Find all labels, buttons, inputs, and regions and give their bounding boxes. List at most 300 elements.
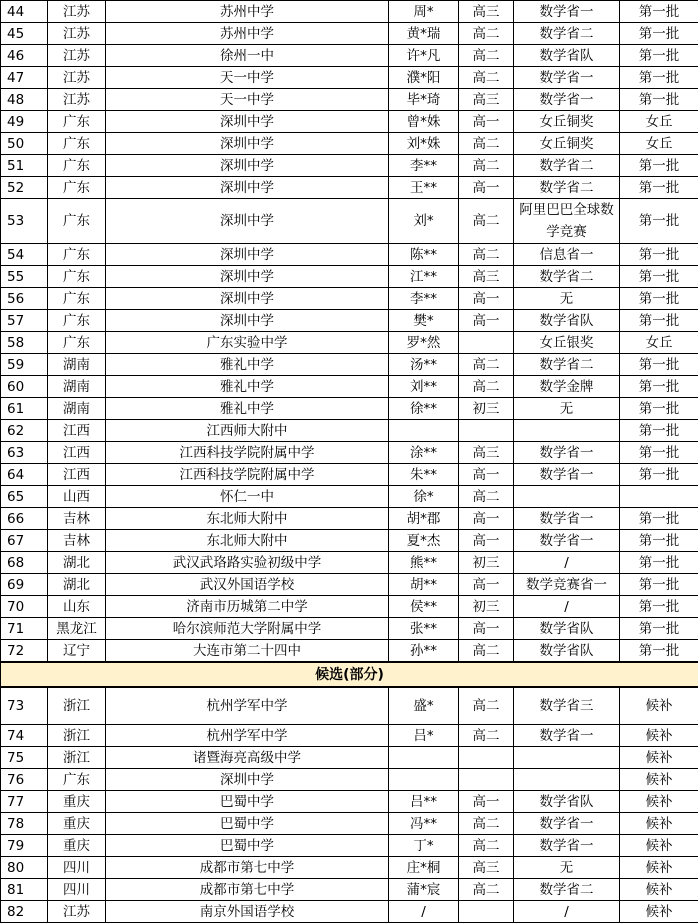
- school-name-cell: 南京外国语学校: [106, 901, 389, 923]
- row-number-cell: 75: [1, 747, 48, 769]
- award-cell: [514, 769, 620, 791]
- table-row: [1, 596, 698, 618]
- row-number-cell: 62: [1, 420, 48, 442]
- school-name-cell: 徐州一中: [106, 45, 389, 67]
- student-name-cell: /: [389, 901, 459, 923]
- grade-cell: 高一: [459, 791, 514, 813]
- province-cell: 广东: [48, 177, 106, 199]
- table-row: [1, 67, 698, 89]
- batch-cell: 候补: [620, 725, 698, 747]
- school-name-cell: 东北师大附中: [106, 508, 389, 530]
- student-name-cell: [389, 747, 459, 769]
- table-row: [1, 354, 698, 376]
- student-name-cell: 陈**: [389, 244, 459, 266]
- school-name-cell: 怀仁一中: [106, 486, 389, 508]
- province-cell: 江苏: [48, 89, 106, 111]
- row-number-cell: 63: [1, 442, 48, 464]
- row-number-cell: 67: [1, 530, 48, 552]
- table-row: [1, 177, 698, 199]
- row-number-cell: 60: [1, 376, 48, 398]
- school-name-cell: 深圳中学: [106, 769, 389, 791]
- school-name-cell: 诸暨海亮高级中学: [106, 747, 389, 769]
- batch-cell: 候补: [620, 901, 698, 923]
- student-name-cell: 朱**: [389, 464, 459, 486]
- batch-cell: 第一批: [620, 640, 698, 663]
- student-name-cell: 许*凡: [389, 45, 459, 67]
- student-name-cell: 夏*杰: [389, 530, 459, 552]
- student-name-cell: 李**: [389, 155, 459, 177]
- table-row: [1, 45, 698, 67]
- school-name-cell: 深圳中学: [106, 266, 389, 288]
- province-cell: 山西: [48, 486, 106, 508]
- table-row: [1, 813, 698, 835]
- student-name-cell: 徐*: [389, 486, 459, 508]
- grade-cell: 高一: [459, 618, 514, 640]
- batch-cell: 女丘: [620, 332, 698, 354]
- table-row: [1, 442, 698, 464]
- batch-cell: [620, 486, 698, 508]
- grade-cell: 高一: [459, 508, 514, 530]
- school-name-cell: 深圳中学: [106, 111, 389, 133]
- student-name-cell: 侯**: [389, 596, 459, 618]
- table-row: [1, 857, 698, 879]
- table-row: [1, 266, 698, 288]
- row-number-cell: 78: [1, 813, 48, 835]
- province-cell: 湖南: [48, 398, 106, 420]
- batch-cell: 第一批: [620, 552, 698, 574]
- batch-cell: 候补: [620, 769, 698, 791]
- school-name-cell: 成都市第七中学: [106, 857, 389, 879]
- table-row: [1, 420, 698, 442]
- school-name-cell: 天一中学: [106, 67, 389, 89]
- award-cell: 女丘铜奖: [514, 111, 620, 133]
- student-name-cell: 刘*姝: [389, 133, 459, 155]
- grade-cell: 初三: [459, 398, 514, 420]
- table-row: [1, 725, 698, 747]
- province-cell: 广东: [48, 332, 106, 354]
- province-cell: 湖南: [48, 354, 106, 376]
- table-row: [1, 332, 698, 354]
- row-number-cell: 82: [1, 901, 48, 923]
- grade-cell: 高二: [459, 835, 514, 857]
- row-number-cell: 70: [1, 596, 48, 618]
- table-row: [1, 618, 698, 640]
- province-cell: 重庆: [48, 813, 106, 835]
- table-row: [1, 155, 698, 177]
- province-cell: 广东: [48, 111, 106, 133]
- row-number-cell: 46: [1, 45, 48, 67]
- award-cell: [514, 486, 620, 508]
- grade-cell: 高二: [459, 45, 514, 67]
- grade-cell: [459, 420, 514, 442]
- school-name-cell: 巴蜀中学: [106, 835, 389, 857]
- batch-cell: 女丘: [620, 133, 698, 155]
- province-cell: 湖南: [48, 376, 106, 398]
- student-name-cell: 汤**: [389, 354, 459, 376]
- school-name-cell: 武汉武珞路实验初级中学: [106, 552, 389, 574]
- award-cell: 数学省一: [514, 89, 620, 111]
- school-name-cell: 大连市第二十四中: [106, 640, 389, 663]
- grade-cell: 高二: [459, 199, 514, 244]
- grade-cell: 高一: [459, 288, 514, 310]
- batch-cell: 第一批: [620, 288, 698, 310]
- award-cell: 数学省一: [514, 508, 620, 530]
- batch-cell: 第一批: [620, 23, 698, 45]
- award-cell: /: [514, 901, 620, 923]
- student-name-cell: 刘**: [389, 376, 459, 398]
- batch-cell: 候补: [620, 813, 698, 835]
- row-number-cell: 66: [1, 508, 48, 530]
- province-cell: 江西: [48, 442, 106, 464]
- province-cell: 吉林: [48, 508, 106, 530]
- grade-cell: 高二: [459, 155, 514, 177]
- school-name-cell: 雅礼中学: [106, 354, 389, 376]
- grade-cell: 高一: [459, 530, 514, 552]
- batch-cell: 第一批: [620, 376, 698, 398]
- school-name-cell: 杭州学军中学: [106, 687, 389, 725]
- grade-cell: 高一: [459, 111, 514, 133]
- province-cell: 广东: [48, 266, 106, 288]
- school-name-cell: 成都市第七中学: [106, 879, 389, 901]
- row-number-cell: 69: [1, 574, 48, 596]
- award-cell: 数学省二: [514, 177, 620, 199]
- student-name-cell: 胡**: [389, 574, 459, 596]
- grade-cell: 高一: [459, 177, 514, 199]
- table-row: [1, 552, 698, 574]
- grade-cell: [459, 747, 514, 769]
- grade-cell: 高二: [459, 133, 514, 155]
- table-row: [1, 288, 698, 310]
- batch-cell: 第一批: [620, 442, 698, 464]
- batch-cell: 第一批: [620, 89, 698, 111]
- school-name-cell: 广东实验中学: [106, 332, 389, 354]
- award-cell: 无: [514, 857, 620, 879]
- table-row: [1, 747, 698, 769]
- school-name-cell: 苏州中学: [106, 23, 389, 45]
- province-cell: 江西: [48, 464, 106, 486]
- student-name-cell: 吕**: [389, 791, 459, 813]
- grade-cell: [459, 769, 514, 791]
- table-row: [1, 111, 698, 133]
- table-row: [1, 835, 698, 857]
- student-name-cell: 丁*: [389, 835, 459, 857]
- province-cell: 黑龙江: [48, 618, 106, 640]
- batch-cell: 第一批: [620, 67, 698, 89]
- student-name-cell: 蒲*宸: [389, 879, 459, 901]
- grade-cell: 高三: [459, 442, 514, 464]
- batch-cell: 第一批: [620, 464, 698, 486]
- school-name-cell: 深圳中学: [106, 155, 389, 177]
- school-name-cell: 江西科技学院附属中学: [106, 442, 389, 464]
- batch-cell: 第一批: [620, 45, 698, 67]
- row-number-cell: 48: [1, 89, 48, 111]
- table-body-candidates: [1, 687, 698, 923]
- award-cell: 信息省一: [514, 244, 620, 266]
- row-number-cell: 58: [1, 332, 48, 354]
- province-cell: 重庆: [48, 835, 106, 857]
- row-number-cell: 52: [1, 177, 48, 199]
- batch-cell: 候补: [620, 835, 698, 857]
- school-name-cell: 济南市历城第二中学: [106, 596, 389, 618]
- table-row: [1, 687, 698, 725]
- student-name-cell: 罗*然: [389, 332, 459, 354]
- province-cell: 山东: [48, 596, 106, 618]
- province-cell: 浙江: [48, 725, 106, 747]
- row-number-cell: 53: [1, 199, 48, 244]
- award-cell: 数学省三: [514, 687, 620, 725]
- school-name-cell: 雅礼中学: [106, 398, 389, 420]
- grade-cell: 高一: [459, 310, 514, 332]
- school-name-cell: 哈尔滨师范大学附属中学: [106, 618, 389, 640]
- school-name-cell: 深圳中学: [106, 244, 389, 266]
- award-cell: 数学省一: [514, 725, 620, 747]
- grade-cell: 高二: [459, 879, 514, 901]
- school-name-cell: 东北师大附中: [106, 530, 389, 552]
- province-cell: 江苏: [48, 1, 106, 23]
- row-number-cell: 45: [1, 23, 48, 45]
- award-cell: 数学省队: [514, 640, 620, 663]
- award-cell: 数学省队: [514, 791, 620, 813]
- row-number-cell: 73: [1, 687, 48, 725]
- student-name-cell: 张**: [389, 618, 459, 640]
- award-cell: 数学省一: [514, 813, 620, 835]
- grade-cell: 高三: [459, 89, 514, 111]
- row-number-cell: 68: [1, 552, 48, 574]
- award-cell: 无: [514, 398, 620, 420]
- student-name-cell: 樊*: [389, 310, 459, 332]
- student-name-cell: 徐**: [389, 398, 459, 420]
- row-number-cell: 59: [1, 354, 48, 376]
- batch-cell: 第一批: [620, 310, 698, 332]
- school-name-cell: 巴蜀中学: [106, 791, 389, 813]
- student-name-cell: 毕*琦: [389, 89, 459, 111]
- row-number-cell: 49: [1, 111, 48, 133]
- award-cell: 数学省一: [514, 464, 620, 486]
- province-cell: 广东: [48, 288, 106, 310]
- school-name-cell: 深圳中学: [106, 310, 389, 332]
- table-row: [1, 530, 698, 552]
- row-number-cell: 74: [1, 725, 48, 747]
- province-cell: 辽宁: [48, 640, 106, 663]
- table-row: [1, 398, 698, 420]
- grade-cell: 高三: [459, 266, 514, 288]
- batch-cell: 第一批: [620, 244, 698, 266]
- table-row: [1, 244, 698, 266]
- province-cell: 江苏: [48, 23, 106, 45]
- province-cell: 吉林: [48, 530, 106, 552]
- student-name-cell: 熊**: [389, 552, 459, 574]
- student-name-cell: 冯**: [389, 813, 459, 835]
- award-cell: 阿里巴巴全球数学竞赛: [514, 199, 620, 244]
- row-number-cell: 55: [1, 266, 48, 288]
- row-number-cell: 76: [1, 769, 48, 791]
- batch-cell: 第一批: [620, 155, 698, 177]
- row-number-cell: 56: [1, 288, 48, 310]
- grade-cell: 高二: [459, 354, 514, 376]
- province-cell: 重庆: [48, 791, 106, 813]
- grade-cell: 高三: [459, 1, 514, 23]
- award-cell: 数学省一: [514, 442, 620, 464]
- row-number-cell: 65: [1, 486, 48, 508]
- province-cell: 湖北: [48, 552, 106, 574]
- award-cell: [514, 420, 620, 442]
- row-number-cell: 77: [1, 791, 48, 813]
- student-name-cell: 周*: [389, 1, 459, 23]
- school-name-cell: 深圳中学: [106, 288, 389, 310]
- school-name-cell: 深圳中学: [106, 133, 389, 155]
- school-name-cell: 江西科技学院附属中学: [106, 464, 389, 486]
- batch-cell: 第一批: [620, 618, 698, 640]
- batch-cell: 女丘: [620, 111, 698, 133]
- table-row: [1, 464, 698, 486]
- province-cell: 江西: [48, 420, 106, 442]
- table-row: [1, 879, 698, 901]
- province-cell: 广东: [48, 244, 106, 266]
- table-row: [1, 574, 698, 596]
- table-row: [1, 89, 698, 111]
- award-cell: /: [514, 552, 620, 574]
- student-name-cell: 濮*阳: [389, 67, 459, 89]
- school-name-cell: 雅礼中学: [106, 376, 389, 398]
- school-name-cell: 深圳中学: [106, 177, 389, 199]
- student-name-cell: 胡*郡: [389, 508, 459, 530]
- table-row: [1, 508, 698, 530]
- province-cell: 广东: [48, 133, 106, 155]
- province-cell: 浙江: [48, 747, 106, 769]
- row-number-cell: 50: [1, 133, 48, 155]
- province-cell: 广东: [48, 310, 106, 332]
- table-row: [1, 199, 698, 244]
- award-cell: 数学省队: [514, 618, 620, 640]
- student-name-cell: [389, 769, 459, 791]
- grade-cell: 高二: [459, 376, 514, 398]
- batch-cell: 第一批: [620, 596, 698, 618]
- award-cell: 数学省一: [514, 530, 620, 552]
- row-number-cell: 80: [1, 857, 48, 879]
- row-number-cell: 54: [1, 244, 48, 266]
- grade-cell: 高二: [459, 687, 514, 725]
- section-row: [1, 662, 698, 687]
- award-cell: 数学省二: [514, 879, 620, 901]
- award-cell: 数学省队: [514, 310, 620, 332]
- table-row: [1, 1, 698, 23]
- award-cell: 数学省一: [514, 835, 620, 857]
- row-number-cell: 79: [1, 835, 48, 857]
- student-name-cell: 刘*: [389, 199, 459, 244]
- award-cell: 数学省队: [514, 45, 620, 67]
- batch-cell: 第一批: [620, 199, 698, 244]
- row-number-cell: 44: [1, 1, 48, 23]
- award-cell: 无: [514, 288, 620, 310]
- table-row: [1, 640, 698, 663]
- grade-cell: [459, 901, 514, 923]
- batch-cell: 第一批: [620, 420, 698, 442]
- award-cell: [514, 747, 620, 769]
- table-row: [1, 376, 698, 398]
- award-cell: 女丘银奖: [514, 332, 620, 354]
- batch-cell: 第一批: [620, 508, 698, 530]
- student-name-cell: 王**: [389, 177, 459, 199]
- grade-cell: 高二: [459, 67, 514, 89]
- table-row: [1, 310, 698, 332]
- student-name-cell: 曾*姝: [389, 111, 459, 133]
- batch-cell: 候补: [620, 879, 698, 901]
- award-cell: 数学省二: [514, 266, 620, 288]
- section-title: 候选(部分): [1, 662, 698, 687]
- row-number-cell: 64: [1, 464, 48, 486]
- batch-cell: 第一批: [620, 177, 698, 199]
- grade-cell: 高一: [459, 574, 514, 596]
- row-number-cell: 51: [1, 155, 48, 177]
- table-body-main: [1, 1, 698, 663]
- student-name-cell: 黄*瑞: [389, 23, 459, 45]
- province-cell: 江苏: [48, 901, 106, 923]
- school-name-cell: 江西师大附中: [106, 420, 389, 442]
- student-name-cell: [389, 420, 459, 442]
- table-row: [1, 133, 698, 155]
- province-cell: 江苏: [48, 67, 106, 89]
- grade-cell: 高二: [459, 244, 514, 266]
- province-cell: 广东: [48, 155, 106, 177]
- award-cell: /: [514, 596, 620, 618]
- row-number-cell: 71: [1, 618, 48, 640]
- row-number-cell: 57: [1, 310, 48, 332]
- grade-cell: 高二: [459, 486, 514, 508]
- award-cell: 数学竞赛省一: [514, 574, 620, 596]
- grade-cell: 高二: [459, 813, 514, 835]
- batch-cell: 第一批: [620, 574, 698, 596]
- student-name-cell: 吕*: [389, 725, 459, 747]
- batch-cell: 候补: [620, 791, 698, 813]
- school-name-cell: 天一中学: [106, 89, 389, 111]
- table-row: [1, 769, 698, 791]
- student-name-cell: 李**: [389, 288, 459, 310]
- student-name-cell: 盛*: [389, 687, 459, 725]
- student-name-cell: 庄*桐: [389, 857, 459, 879]
- province-cell: 江苏: [48, 45, 106, 67]
- batch-cell: 候补: [620, 747, 698, 769]
- school-name-cell: 武汉外国语学校: [106, 574, 389, 596]
- student-name-cell: 涂**: [389, 442, 459, 464]
- grade-cell: 高二: [459, 640, 514, 663]
- school-name-cell: 苏州中学: [106, 1, 389, 23]
- student-name-cell: 江**: [389, 266, 459, 288]
- batch-cell: 候补: [620, 857, 698, 879]
- award-cell: 数学省二: [514, 354, 620, 376]
- award-cell: 数学金牌: [514, 376, 620, 398]
- province-cell: 广东: [48, 199, 106, 244]
- batch-cell: 第一批: [620, 354, 698, 376]
- grade-cell: 初三: [459, 596, 514, 618]
- batch-cell: 第一批: [620, 1, 698, 23]
- grade-cell: 高一: [459, 464, 514, 486]
- row-number-cell: 47: [1, 67, 48, 89]
- award-cell: 女丘铜奖: [514, 133, 620, 155]
- grade-cell: 高二: [459, 23, 514, 45]
- table-row: [1, 23, 698, 45]
- batch-cell: 第一批: [620, 530, 698, 552]
- grade-cell: [459, 332, 514, 354]
- table-row: [1, 791, 698, 813]
- row-number-cell: 81: [1, 879, 48, 901]
- batch-cell: 第一批: [620, 398, 698, 420]
- school-name-cell: 巴蜀中学: [106, 813, 389, 835]
- table-section-header: [1, 662, 698, 687]
- grade-cell: 高二: [459, 725, 514, 747]
- grade-cell: 高三: [459, 857, 514, 879]
- row-number-cell: 72: [1, 640, 48, 663]
- table-row: [1, 901, 698, 923]
